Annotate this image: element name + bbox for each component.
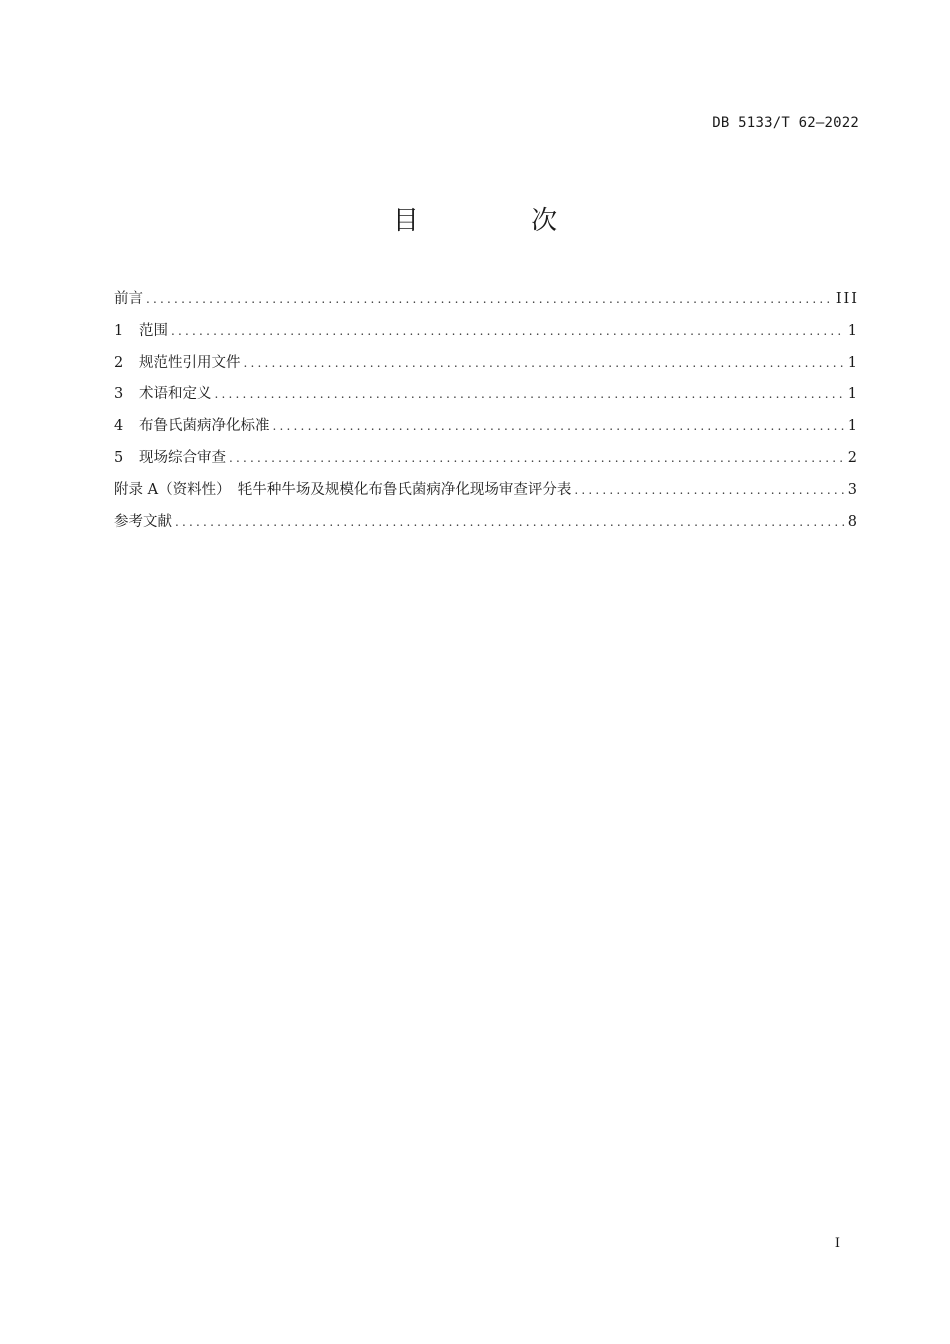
toc-entry-number: 5: [114, 449, 124, 466]
toc-entry-appendix-a[interactable]: [114, 479, 859, 511]
toc-entry-scope[interactable]: [114, 320, 859, 352]
toc-entry-onsite-review[interactable]: [114, 447, 859, 479]
toc-entry-number: 3: [114, 386, 124, 403]
toc-dot-leader: [229, 447, 845, 469]
toc-dot-leader: [244, 352, 845, 374]
page-number: I: [834, 1236, 840, 1251]
document-code: DB 5133/T 62—2022: [712, 115, 859, 131]
toc-entry-label: 现场综合审查: [139, 449, 226, 466]
toc-entry-normative-references[interactable]: [114, 352, 859, 384]
toc-entry-foreword[interactable]: [114, 288, 859, 320]
toc-entry-label: 附录 A（资料性） 牦牛种牛场及规模化布鲁氏菌病净化现场审查评分表: [114, 481, 572, 498]
toc-dot-leader: [171, 320, 845, 342]
toc-entry-page: III: [835, 291, 859, 307]
toc-entry-number: 4: [114, 418, 124, 435]
toc-entry-number: 2: [114, 354, 124, 371]
toc-entry-page: 1: [847, 418, 859, 435]
toc-dot-leader: [574, 479, 844, 501]
toc-entry-terms-definitions[interactable]: [114, 383, 859, 415]
toc-entry-label: 规范性引用文件: [139, 354, 241, 371]
toc-entry-label: 布鲁氏菌病净化标准: [139, 418, 270, 435]
page-title: 目 次: [392, 206, 610, 236]
toc-dot-leader: [273, 415, 845, 437]
toc-entry-label: 前言: [114, 291, 143, 307]
toc-entry-page: 2: [847, 449, 859, 466]
toc-dot-leader: [146, 288, 833, 310]
toc-dot-leader: [215, 383, 845, 405]
toc-dot-leader: [175, 511, 845, 533]
toc-entry-label: 参考文献: [114, 513, 172, 530]
toc-entry-page: 1: [847, 386, 859, 403]
toc-entry-page: 3: [847, 481, 859, 498]
toc-entry-purification-standard[interactable]: [114, 415, 859, 447]
toc-entry-bibliography[interactable]: [114, 511, 859, 543]
toc-entry-label: 范围: [139, 322, 168, 339]
table-of-contents: [114, 288, 859, 542]
toc-entry-label: 术语和定义: [139, 386, 212, 403]
toc-entry-page: 1: [847, 322, 859, 339]
toc-entry-page: 8: [847, 513, 859, 530]
toc-entry-number: 1: [114, 322, 124, 339]
toc-entry-page: 1: [847, 354, 859, 371]
